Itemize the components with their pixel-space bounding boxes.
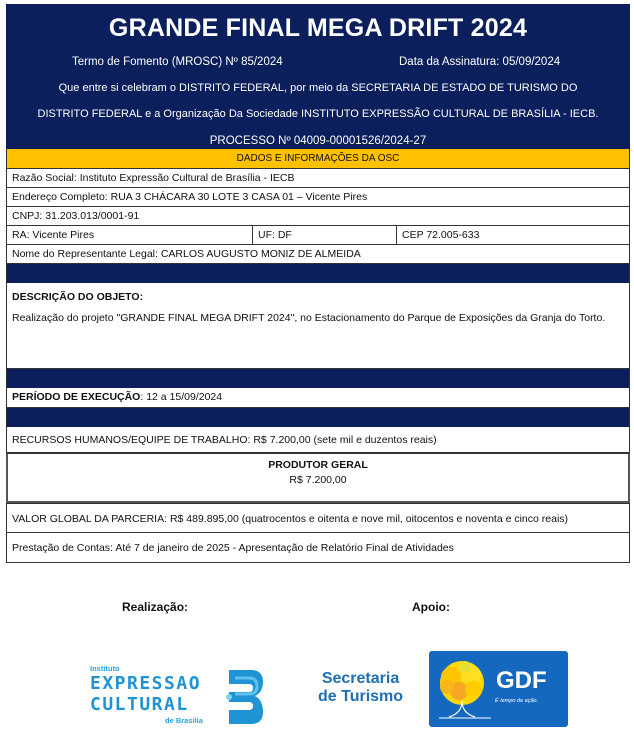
sectur-line2: de Turismo	[318, 688, 404, 705]
ra-cell: RA: Vicente Pires	[7, 226, 253, 244]
section-divider	[6, 264, 630, 283]
descricao-objeto	[6, 283, 630, 369]
prestacao-contas-row: Prestação de Contas: Até 7 de janeiro de 2025 - Apresentação de Relatório Final de Atividades	[6, 533, 630, 563]
gdf-slogan: É tempo de ação.	[495, 698, 539, 704]
gdf-logo	[429, 651, 568, 727]
produtor-value: R$ 7.200,00	[289, 474, 347, 486]
produtor-geral-box	[6, 453, 630, 503]
realizacao-label: Realização:	[122, 600, 189, 614]
recursos-row: RECURSOS HUMANOS/EQUIPE DE TRABALHO: R$ 7.200,00 (sete mil e duzentos reais)	[6, 427, 630, 453]
apoio-label: Apoio:	[412, 600, 450, 614]
processo-number: PROCESSO Nº 04009-00001526/2024-27	[209, 135, 427, 147]
representante-row: Nome do Representante Legal: CARLOS AUGUSTO MONIZ DE ALMEIDA	[6, 245, 630, 264]
uf-cell: UF: DF	[253, 226, 397, 244]
periodo-value: : 12 a 15/09/2024	[140, 391, 223, 403]
header-line-1: Que entre si celebram o DISTRITO FEDERAL, por meio da SECRETARIA DE ESTADO DE TURISMO DO	[58, 82, 578, 94]
ipe-tree-icon	[429, 651, 495, 727]
section-divider	[6, 369, 630, 388]
iecb-logo-line1: EXPRESSAO	[90, 673, 202, 694]
descricao-title: DESCRIÇÃO DO OBJETO:	[12, 291, 144, 303]
razao-social-row: Razão Social: Instituto Expressão Cultural de Brasília - IECB	[6, 169, 630, 188]
periodo-label: PERÍODO DE EXECUÇÃO	[12, 391, 141, 403]
cnpj-row: CNPJ: 31.203.013/0001-91	[6, 207, 630, 226]
document-title: GRANDE FINAL MEGA DRIFT 2024	[108, 14, 528, 42]
produtor-title: PRODUTOR GERAL	[268, 459, 368, 471]
termo-fomento: Termo de Fomento (MROSC) Nº 85/2024	[72, 56, 283, 68]
section-divider	[6, 408, 630, 427]
iecb-logo	[90, 660, 270, 730]
iecb-logo-sub: de Brasilia	[165, 716, 203, 725]
cep-cell: CEP 72.005-633	[402, 229, 480, 241]
descricao-text: Realização do projeto "GRANDE FINAL MEGA DRIFT 2024", no Estacionamento do Parque de Exposições da Granja do Torto.	[12, 312, 606, 324]
iecb-b-mark-icon	[225, 668, 265, 726]
osc-section-title: DADOS E INFORMAÇÕES DA OSC	[6, 149, 630, 169]
iecb-logo-small: Instituto	[90, 664, 120, 673]
valor-global-row: VALOR GLOBAL DA PARCERIA: R$ 489.895,00 (quatrocentos e oitenta e nove mil, oitocentos e noventa e cinco reais)	[6, 503, 630, 533]
location-row	[6, 226, 630, 245]
header-line-2: DISTRITO FEDERAL e a Organização Da Sociedade INSTITUTO EXPRESSÃO CULTURAL DE BRASÍLIA - IECB.	[37, 108, 599, 120]
gdf-name: GDF	[496, 667, 547, 694]
document-sheet	[6, 4, 630, 563]
sectur-line1: Secretaria	[321, 670, 400, 687]
endereco-row: Endereço Completo: RUA 3 CHÁCARA 30 LOTE 3 CASA 01 – Vicente Pires	[6, 188, 630, 207]
data-assinatura: Data da Assinatura: 05/09/2024	[399, 56, 561, 68]
document-header	[6, 4, 630, 149]
iecb-logo-line2: CULTURAL	[90, 694, 189, 715]
periodo-row	[6, 388, 630, 408]
secretaria-turismo-logo	[318, 670, 403, 706]
